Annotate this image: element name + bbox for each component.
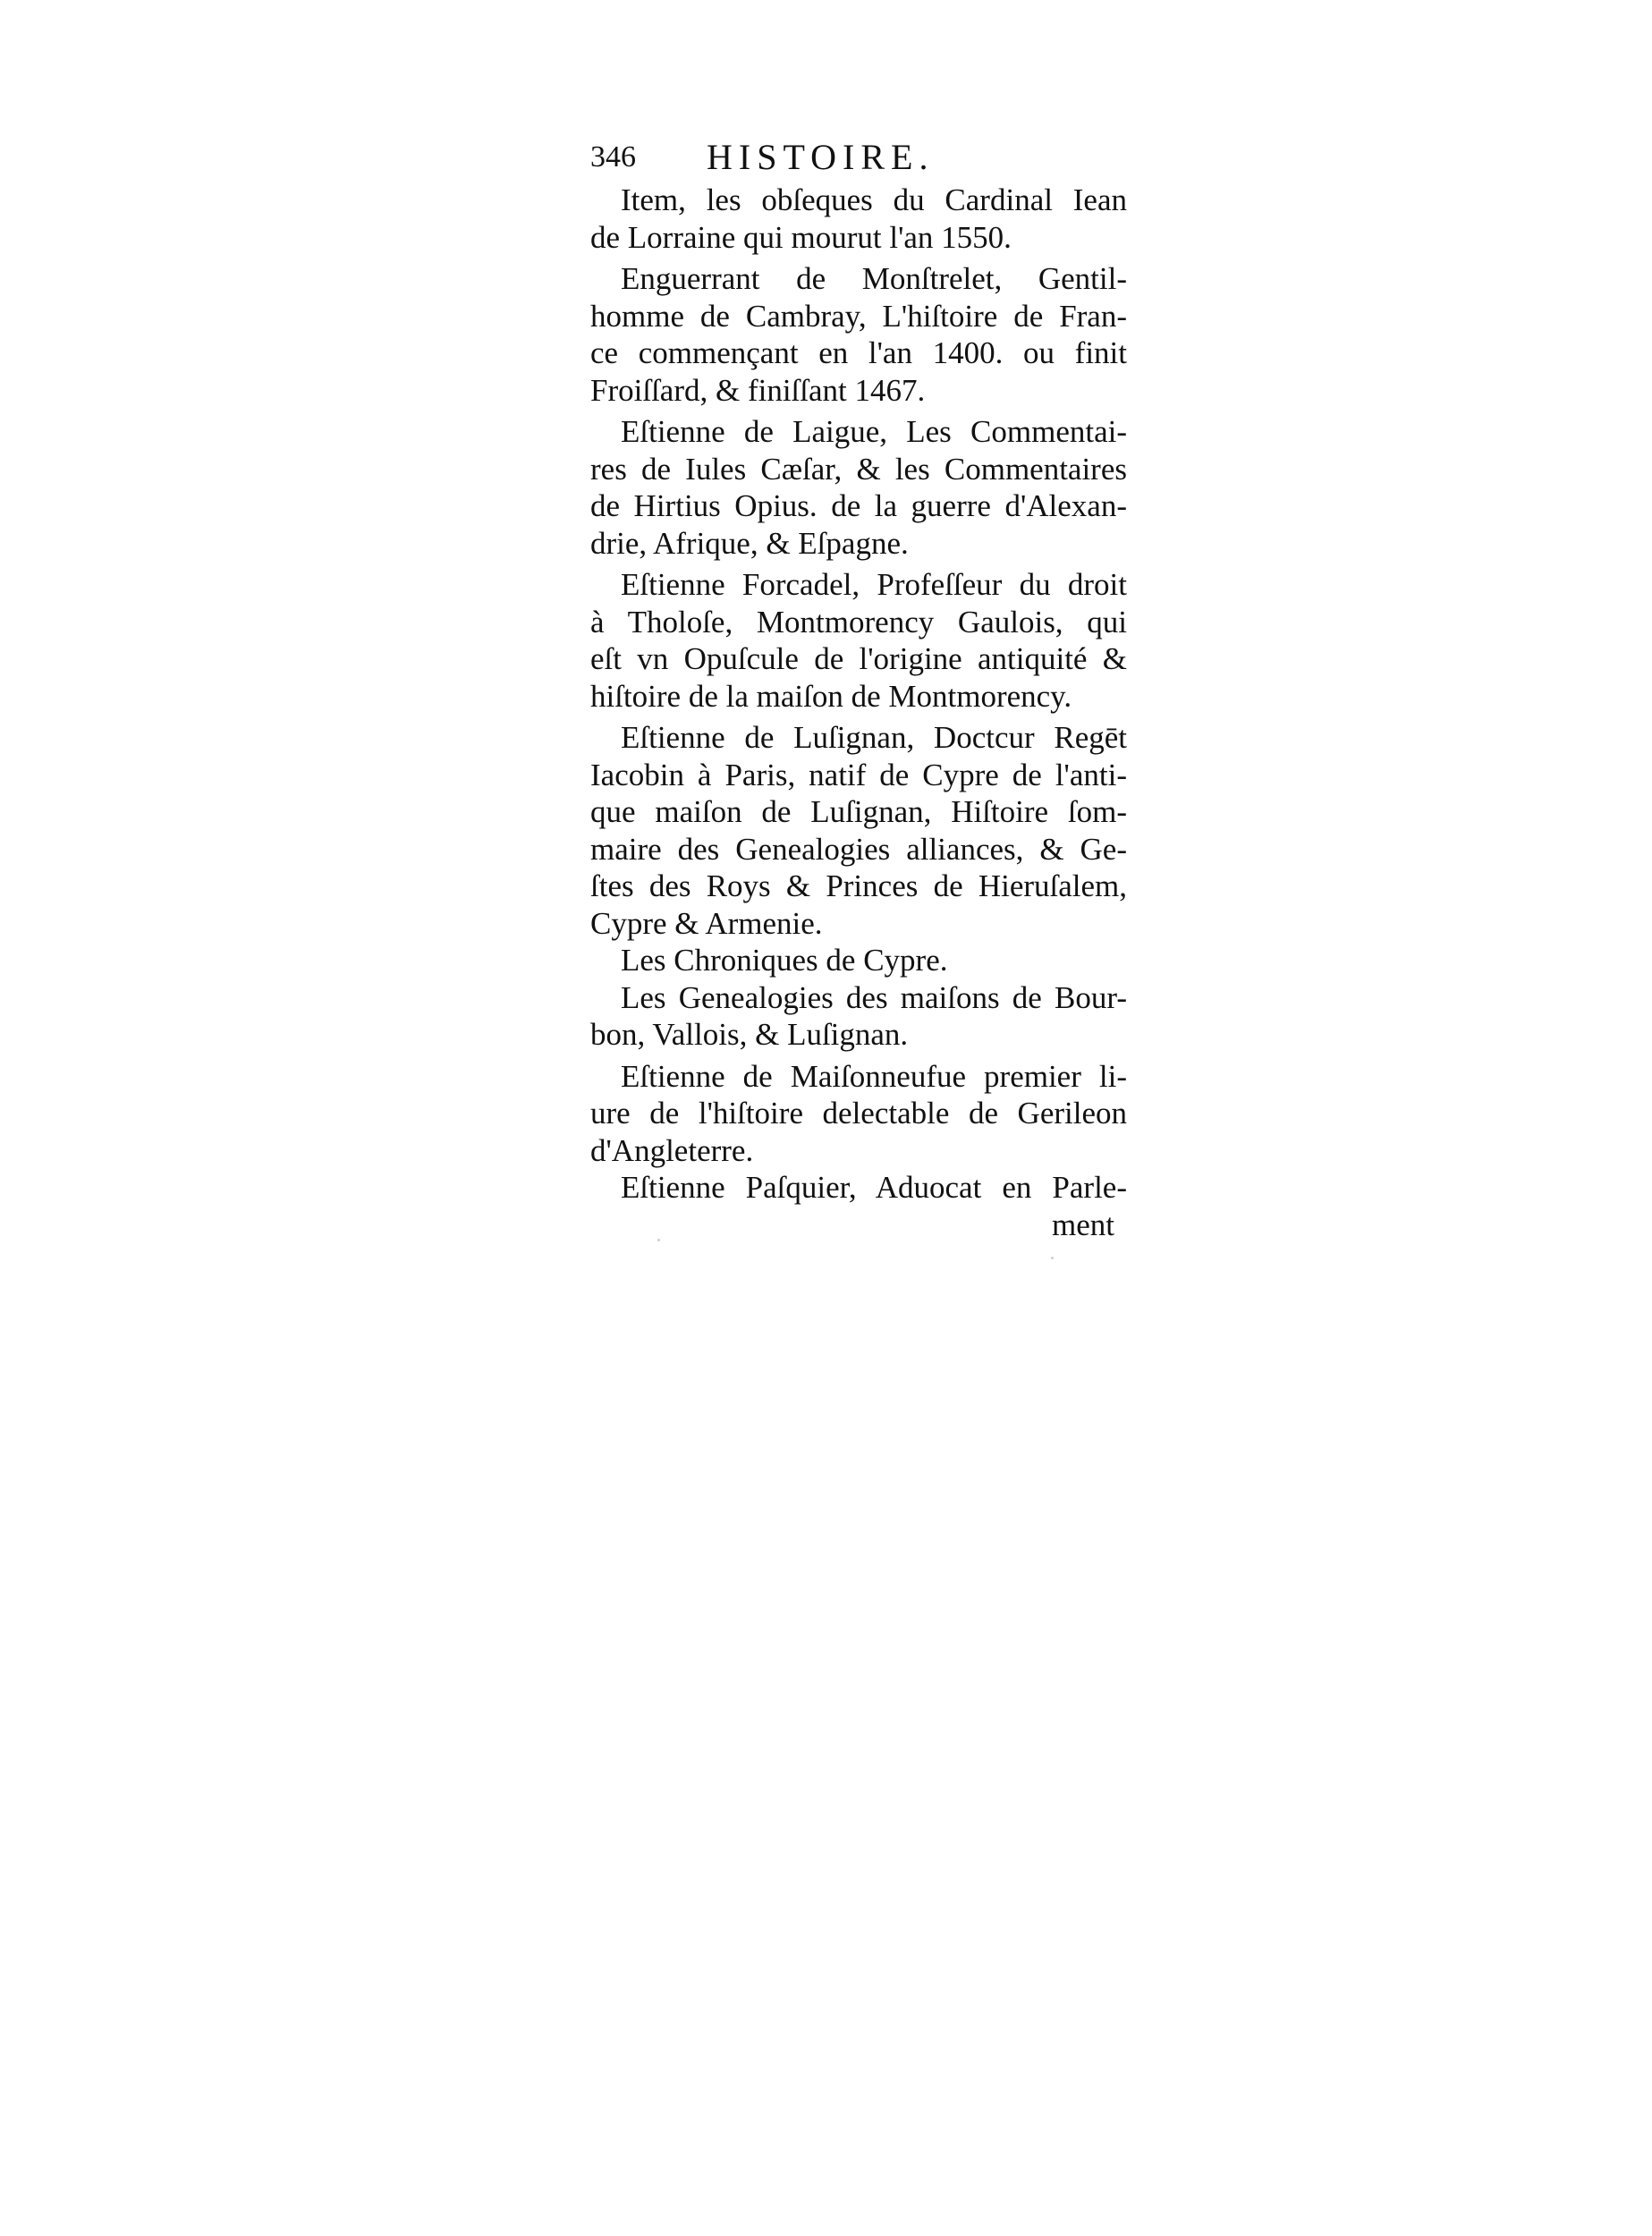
text-line: Eſtienne de Laigue, Les Commentai- [621, 414, 1127, 449]
text-line: res de Iules Cæſar, & les Commentaires [590, 451, 1127, 487]
text-line: Eſtienne de Maiſonneufue premier li- [621, 1058, 1127, 1094]
paragraph [590, 1058, 1127, 1170]
paragraph [590, 566, 1127, 715]
text-line: de Lorraine qui mourut l'an 1550. [590, 219, 1012, 255]
text-line: Enguerrant de Monſtrelet, Gentil- [621, 261, 1127, 296]
text-line: d'Angleterre. [590, 1132, 754, 1168]
text-line: ure de l'hiſtoire delectable de Gerileon [590, 1096, 1127, 1131]
text-line: Cypre & Armenie. [590, 905, 823, 941]
paragraph [590, 182, 1127, 256]
page-number: 346 [590, 140, 636, 174]
text-line: bon, Vallois, & Luſignan. [590, 1017, 909, 1052]
text-line: Eſtienne Forcadel, Profeſſeur du droit [621, 567, 1127, 602]
paragraph [590, 719, 1127, 942]
text-line: homme de Cambray, L'hiſtoire de Fran- [590, 298, 1127, 334]
paragraph [590, 942, 1127, 979]
paragraph [590, 413, 1127, 562]
text-line: que maiſon de Luſignan, Hiſtoire ſom- [590, 794, 1127, 829]
body-text [590, 182, 1127, 1243]
paragraph [590, 979, 1127, 1054]
text-line: ce commençant en l'an 1400. ou finit [590, 335, 1127, 370]
text-line: drie, Afrique, & Eſpagne. [590, 525, 909, 561]
text-line: Froiſſard, & finiſſant 1467. [590, 372, 926, 408]
text-line: de Hirtius Opius. de la guerre d'Alexan- [590, 488, 1127, 523]
text-line: à Tholoſe, Montmorency Gaulois, qui [590, 604, 1127, 639]
text-line: hiſtoire de la maiſon de Montmorency. [590, 678, 1072, 714]
page-header [590, 139, 1127, 176]
text-line: Les Chroniques de Cypre. [621, 943, 948, 978]
text-line: Iacobin à Paris, natif de Cypre de l'anti- [590, 757, 1127, 792]
text-line: Eſtienne de Luſignan, Doctcur Regēt [621, 720, 1127, 755]
text-line: Eſtienne Paſquier, Aduocat en Parle- [621, 1170, 1127, 1205]
text-block [590, 139, 1127, 1243]
text-line: maire des Genealogies alliances, & Ge- [590, 831, 1127, 867]
catchword: ment [1052, 1207, 1114, 1242]
paragraph [590, 1169, 1127, 1207]
text-line: Les Genealogies des maiſons de Bour- [621, 979, 1127, 1015]
text-line: Item, les obſeques du Cardinal Iean [621, 182, 1127, 217]
paragraph [590, 260, 1127, 409]
text-line: ſtes des Roys & Princes de Hieruſalem, [590, 868, 1127, 903]
paper-speck [1051, 1257, 1054, 1259]
text-line: eſt vn Opuſcule de l'origine antiquité & [590, 641, 1127, 676]
running-title: HISTOIRE. [707, 137, 935, 177]
